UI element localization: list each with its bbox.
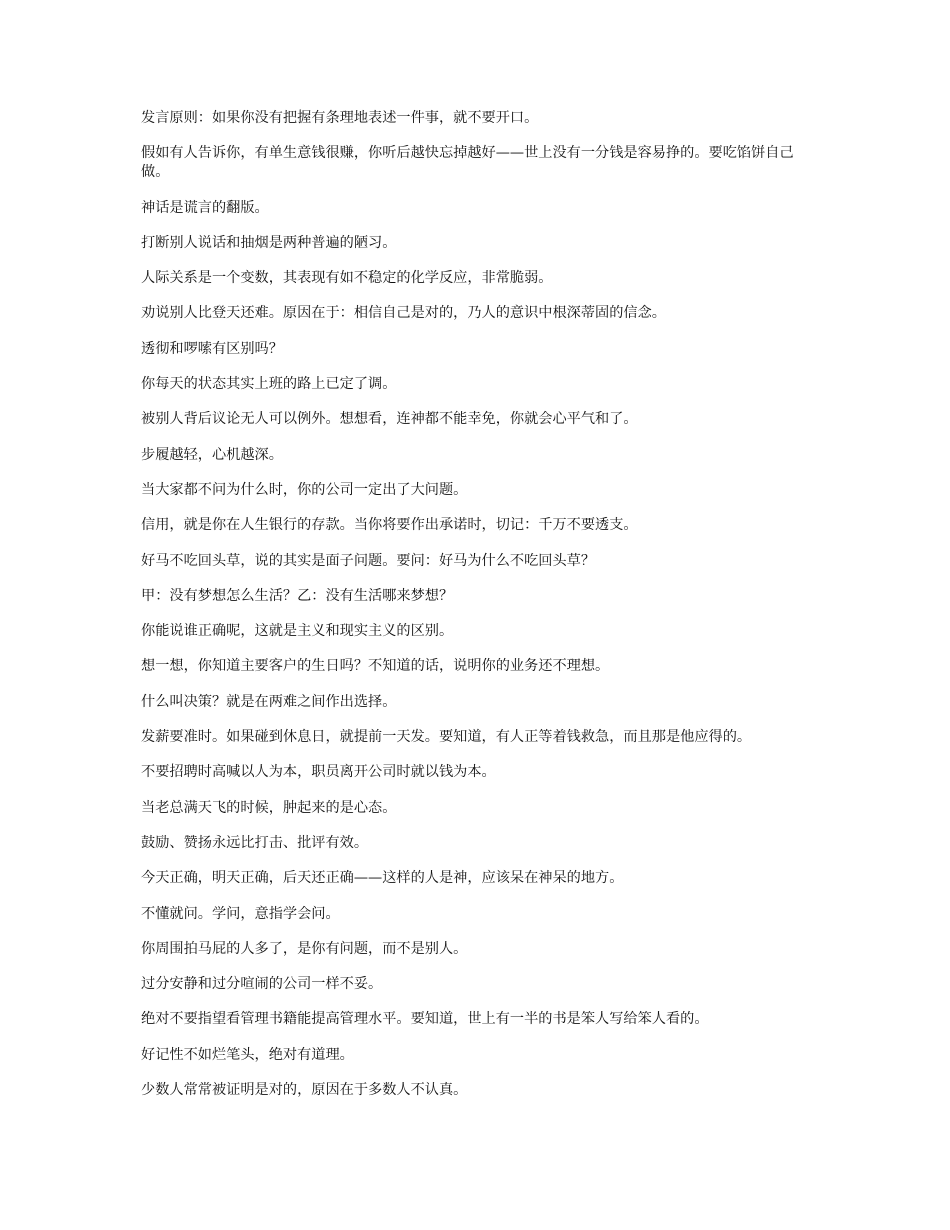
paragraph-13: 好马不吃回头草，说的其实是面子问题。要问：好马为什么不吃回头草？ [141, 552, 596, 569]
paragraph-27: 好记性不如烂笔头，绝对有道理。 [141, 1046, 354, 1063]
paragraph-7: 透彻和啰嗦有区别吗？ [141, 340, 283, 357]
paragraph-8: 你每天的状态其实上班的路上已定了调。 [141, 376, 397, 393]
paragraph-18: 发薪要准时。如果碰到休息日，就提前一天发。要知道，有人正等着钱救急，而且那是他应得的。 [141, 729, 752, 746]
paragraph-2: 假如有人告诉你，有单生意钱很赚，你听后越快忘掉越好——世上没有一分钱是容易挣的。要吃馅饼自己做。 [141, 145, 794, 181]
paragraph-16: 想一想，你知道主要客户的生日吗？不知道的话，说明你的业务还不理想。 [141, 658, 610, 675]
paragraph-4: 打断别人说话和抽烟是两种普遍的陋习。 [141, 234, 397, 251]
document-body [141, 109, 811, 1116]
paragraph-19: 不要招聘时高喊以人为本，职员离开公司时就以钱为本。 [141, 764, 496, 781]
paragraph-10: 步履越轻，心机越深。 [141, 446, 283, 463]
paragraph-17: 什么叫决策？就是在两难之间作出选择。 [141, 693, 397, 710]
paragraph-28: 少数人常常被证明是对的，原因在于多数人不认真。 [141, 1082, 468, 1099]
paragraph-11: 当大家都不问为什么时，你的公司一定出了大问题。 [141, 481, 468, 498]
paragraph-23: 不懂就问。学问，意指学会问。 [141, 905, 340, 922]
paragraph-25: 过分安静和过分喧闹的公司一样不妥。 [141, 976, 383, 993]
paragraph-12: 信用，就是你在人生银行的存款。当你将要作出承诺时，切记：千万不要透支。 [141, 517, 638, 534]
paragraph-20: 当老总满天飞的时候，肿起来的是心态。 [141, 799, 397, 816]
paragraph-1: 发言原则：如果你没有把握有条理地表述一件事，就不要开口。 [141, 110, 539, 126]
paragraph-15: 你能说谁正确呢，这就是主义和现实主义的区别。 [141, 623, 454, 640]
paragraph-9: 被别人背后议论无人可以例外。想想看，连神都不能幸免，你就会心平气和了。 [141, 411, 638, 428]
paragraph-21: 鼓励、赞扬永远比打击、批评有效。 [141, 834, 369, 851]
paragraph-14: 甲：没有梦想怎么生活？乙：没有生活哪来梦想？ [141, 587, 454, 604]
paragraph-24: 你周围拍马屁的人多了，是你有问题，而不是别人。 [141, 940, 468, 957]
paragraph-22: 今天正确，明天正确，后天还正确——这样的人是神，应该呆在神呆的地方。 [141, 870, 624, 887]
paragraph-3: 神话是谎言的翻版。 [141, 199, 269, 216]
paragraph-5: 人际关系是一个变数，其表现有如不稳定的化学反应，非常脆弱。 [141, 270, 553, 287]
paragraph-26: 绝对不要指望看管理书籍能提高管理水平。要知道，世上有一半的书是笨人写给笨人看的。 [141, 1011, 709, 1028]
paragraph-6: 劝说别人比登天还难。原因在于：相信自己是对的，乃人的意识中根深蒂固的信念。 [141, 305, 666, 322]
